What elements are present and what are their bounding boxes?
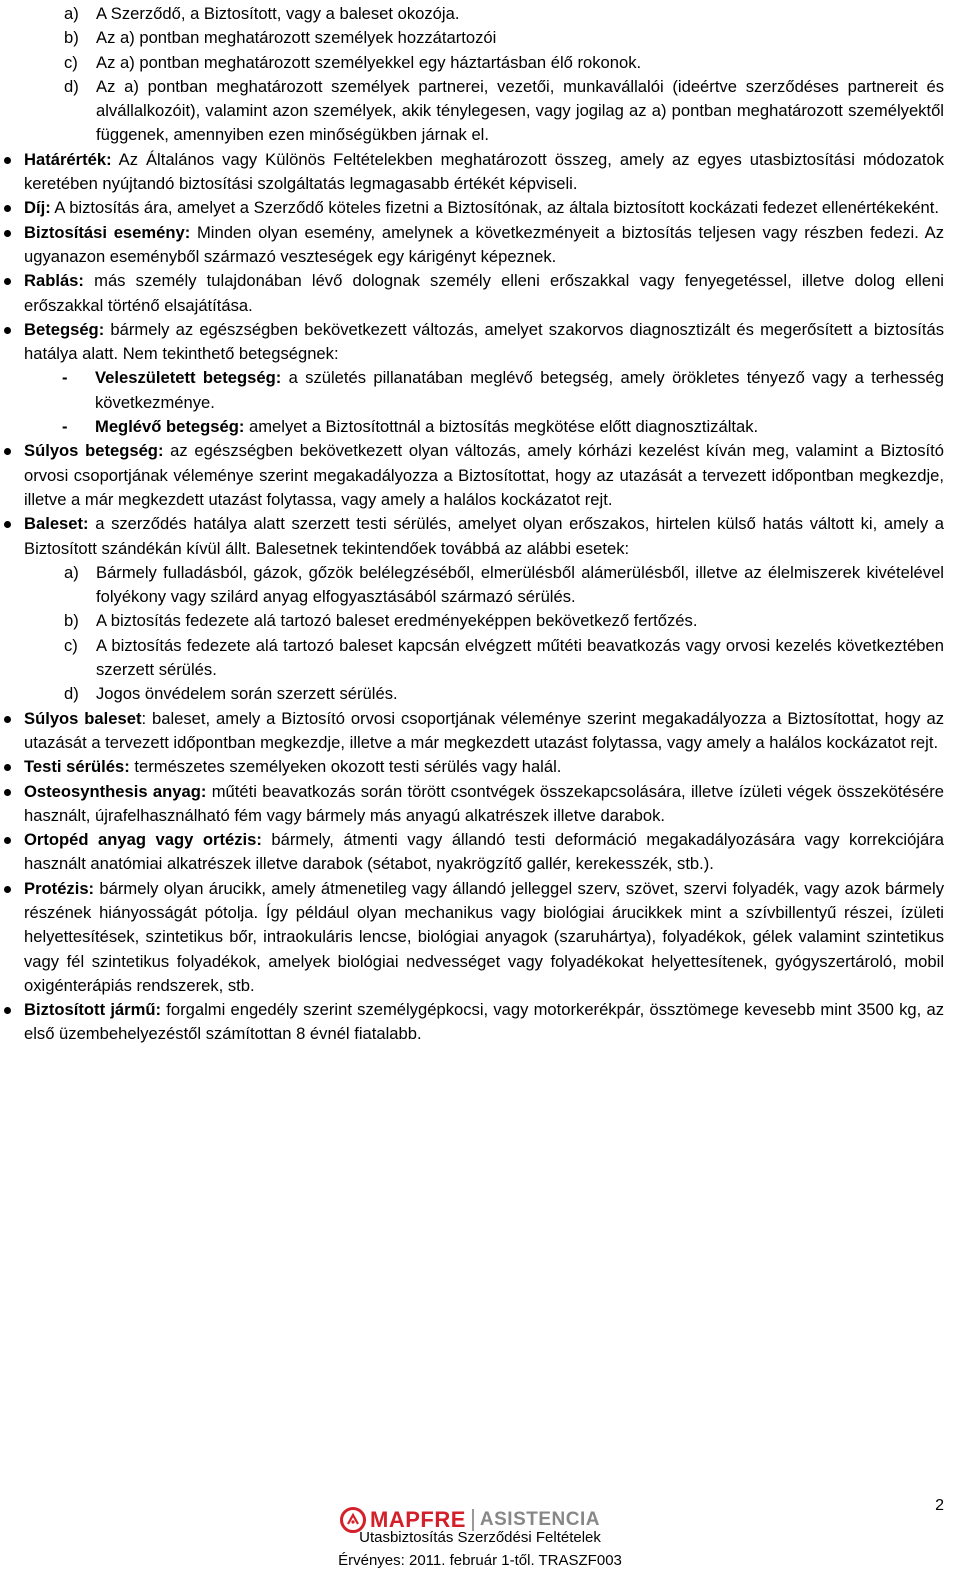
list-item xyxy=(24,51,944,75)
list-item xyxy=(24,561,944,610)
term: Biztosítási esemény: xyxy=(24,222,191,242)
item-label: c) xyxy=(64,635,78,655)
definition-text: bármely, átmenti vagy állandó testi deformáció megakadályozására vagy korrekciójára használt anatómiai alkatrészek illetve darabok (sétabot, nyakrögzítő gallér, kerekesszék, stb.). xyxy=(24,830,945,874)
definition-text: : baleset, amely a Biztosító orvosi csoportjának véleménye szerint megakadályozza a Biztosítottat, hogy az utazását a tervezett időpontban megkezdje, illetve a már megkezdett utazást folytassa, vagy amely a halálos kockázatot rejt. xyxy=(24,708,944,752)
definition-text: bármely olyan árucikk, amely átmenetileg vagy állandó jelleggel szerv, szövet, szervi folyadék, vagy azok bármely részének hiányosságát pótolja. Így például olyan mechanikus vagy biológiai árucikkek mint a szívbillentyű részei, ízületi helyettesítések, szintetikus bőr, intraokuláris lencse, biológiai anyagok (szaruhártya), folyadékok, gélek valamint szintetikus vagy fél szintetikus folyadékok, amelyek biológiai nedvességet vagy folyadékokat helyettesítenek, gyógyszertároló, mobil oxigénterápiás rendszerek, stb. xyxy=(24,878,944,995)
term: Testi sérülés: xyxy=(24,757,130,777)
item-label: d) xyxy=(64,684,79,704)
definition-text: Az Általános vagy Különös Feltételekben meghatározott összeg, amely az egyes utasbiztosítási módozatok keretében nyújtandó biztosítási szolgáltatás legmagasabb értékét képviseli. xyxy=(24,149,944,194)
term: Határérték: xyxy=(24,149,112,169)
definition-text: bármely az egészségben bekövetkezett változás, amelyet szakorvos diagnosztizált és megerősített a biztosítás hatálya alatt. Nem tekinthető betegségnek: xyxy=(24,319,944,364)
item-label: d) xyxy=(64,76,79,96)
item-text: A biztosítás fedezete alá tartozó baleset kapcsán elvégzett műtéti beavatkozás vagy orvosi kezelés következtében szerzett sérülés. xyxy=(96,635,944,680)
term: Protézis: xyxy=(24,878,95,898)
logo-subtext: ASISTENCIA xyxy=(479,1509,600,1530)
document-body xyxy=(24,2,944,1047)
dash-item xyxy=(24,366,944,415)
definition-hatarertek xyxy=(24,148,944,197)
item-text: Az a) pontban meghatározott személyek hozzátartozói xyxy=(96,28,497,48)
definition-betegseg xyxy=(24,318,944,367)
footer-validity: Érvényes: 2011. február 1-től. TRASZF003 xyxy=(338,1552,622,1569)
definition-text: a szerződés hatálya alatt szerzett testi sérülés, amelyet olyan erőszakos, hirtelen külső hatás váltott ki, amely a Biztosított szándékán kívül állt. Balesetnek tekintendőek továbbá az alábbi esetek: xyxy=(24,514,944,558)
term: Ortopéd anyag vagy ortézis: xyxy=(24,830,262,850)
definition-baleset xyxy=(24,512,944,561)
definition-protezis xyxy=(24,877,944,998)
item-text: Az a) pontban meghatározott személyek partnerei, vezetői, munkavállalói (ideértve szerződéses partnereit és alvállalkozóit), valamint azon személyek, akik ténylegesen, vagy jogilag az a) pontban meghatározott személyektől függenek, amennyiben ezen minőségükben járnak el. xyxy=(96,76,944,145)
logo-text: MAPFRE xyxy=(370,1507,466,1532)
definition-biztositasi-esemeny xyxy=(24,221,944,270)
item-label: a) xyxy=(64,562,79,582)
dash-item xyxy=(24,415,944,439)
logo-divider xyxy=(472,1509,474,1531)
item-text: Jogos önvédelem során szerzett sérülés. xyxy=(96,684,398,704)
term: Díj: xyxy=(24,198,51,218)
definition-ortoped xyxy=(24,828,944,877)
definition-dij xyxy=(24,196,944,220)
list-item xyxy=(24,634,944,683)
term: Súlyos betegség: xyxy=(24,441,164,461)
list-item xyxy=(24,75,944,148)
dash-label: - xyxy=(62,417,68,437)
term: Meglévő betegség: xyxy=(95,417,245,437)
item-label: a) xyxy=(64,4,79,23)
definition-osteosynthesis xyxy=(24,780,944,829)
definition-text: természetes személyeken okozott testi sérülés vagy halál. xyxy=(129,757,562,777)
definition-rablas xyxy=(24,269,944,318)
item-label: c) xyxy=(64,52,78,72)
item-text: Bármely fulladásból, gázok, gőzök belélegzéséből, elmerülésből alámerülésből, illetve az élelmiszerek kivételével folyékony vagy szilárd anyag elfogyasztásából származó sérülés. xyxy=(96,562,944,607)
list-item xyxy=(24,682,944,706)
definition-text: amelyet a Biztosítottnál a biztosítás megkötése előtt diagnosztizáltak. xyxy=(244,417,759,437)
term: Biztosított jármű: xyxy=(24,1000,162,1020)
list-item xyxy=(24,2,944,26)
definition-text: A biztosítás ára, amelyet a Szerződő köteles fizetni a Biztosítónak, az általa biztosított kockázati fedezet ellenértékeként. xyxy=(50,198,939,218)
definition-text: Minden olyan esemény, amelynek a következményeit a biztosítás teljesen vagy részben fedezi. Az ugyanazon eseményből származó veszteségek egy kárigényt képeznek. xyxy=(24,222,944,266)
item-text: A biztosítás fedezete alá tartozó baleset eredményeképpen bekövetkező fertőzés. xyxy=(96,611,698,631)
definition-text: más személy tulajdonában lévő dolognak személy elleni erőszakkal vagy fenyegetéssel, illetve dolog elleni erőszakkal történő elsajátítása. xyxy=(24,271,944,315)
term: Baleset: xyxy=(24,514,89,534)
term: Betegség: xyxy=(24,319,105,339)
definition-testi-serules xyxy=(24,755,944,779)
item-label: b) xyxy=(64,28,79,48)
item-label: b) xyxy=(64,611,79,631)
term: Súlyos baleset xyxy=(24,708,142,728)
item-text: A Szerződő, a Biztosított, vagy a baleset okozója. xyxy=(96,4,460,23)
definition-text: a születés pillanatában meglévő betegség, amely örökletes tényező vagy a terhesség következménye. xyxy=(95,368,945,412)
term: Veleszületett betegség: xyxy=(95,368,282,388)
definition-jarmu xyxy=(24,998,944,1047)
footer-title: Utasbiztosítás Szerződési Feltételek xyxy=(359,1529,601,1546)
list-item xyxy=(24,26,944,50)
term: Rablás: xyxy=(24,271,84,291)
item-text: Az a) pontban meghatározott személyekkel egy háztartásban élő rokonok. xyxy=(96,52,642,72)
term: Osteosynthesis anyag: xyxy=(24,781,207,801)
definition-text: az egészségben bekövetkezett olyan változás, amely kórházi kezelést kíván meg, valamint a Biztosító orvosi csoportjának véleménye szerint megakadályozza a Biztosítottat, hogy az utazását a tervezett időpontban megkezdje, illetve a már megkezdett utazást folytassa, vagy amely a halálos kockázatot rejt. xyxy=(24,441,944,509)
dash-label: - xyxy=(62,368,68,388)
definition-text: forgalmi engedély szerint személygépkocsi, vagy motorkerékpár, össztömege kevesebb mint 3500 kg, az első üzembehelyezéstől számítottan 8 évnél fiatalabb. xyxy=(24,1000,944,1044)
definition-sulyos-baleset xyxy=(24,707,944,756)
list-item xyxy=(24,609,944,633)
definition-text: műtéti beavatkozás során törött csontvégek összekapcsolására, illetve ízületi végek összekötésére használt, újrafelhasználható fém vagy bármely más anyagú alkatrészek illetve darabok. xyxy=(24,781,944,825)
page-number: 2 xyxy=(935,1497,944,1514)
page-footer xyxy=(0,1497,960,1595)
definition-sulyos-betegseg xyxy=(24,439,944,512)
